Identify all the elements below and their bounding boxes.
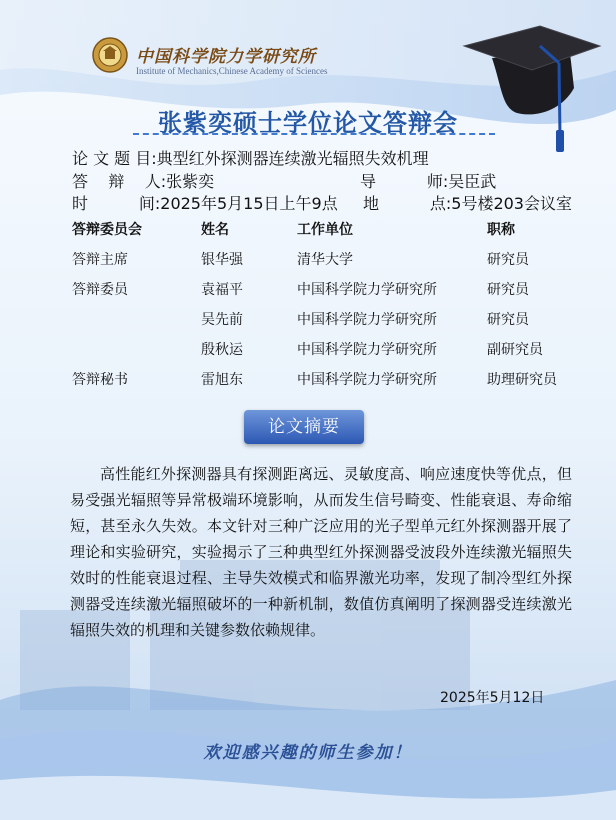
info-advisor [360,169,496,192]
info-place [363,191,572,214]
row-title: 研究员 [487,312,529,328]
row-name: 吴先前 [201,312,243,328]
info-time [72,191,338,214]
header-name: 姓名 [201,222,229,238]
topic-label: 论 文 题 目: [72,149,157,168]
row-affiliation: 中国科学院力学研究所 [297,372,437,388]
advisor-label: 导 师: [360,172,449,191]
row-title: 研究员 [487,282,529,298]
institute-name-en: Institute of Mechanics,Chinese Academy of Sciences [136,66,328,76]
row-affiliation: 中国科学院力学研究所 [297,312,437,328]
row-name: 雷旭东 [201,372,243,388]
abstract-heading-badge: 论文摘要 [244,410,364,444]
defender-label: 答 辩 人: [72,172,167,191]
row-title: 研究员 [487,252,529,268]
row-role: 答辩主席 [72,252,128,268]
institute-name-cn: 中国科学院力学研究所 [136,47,316,67]
place-value: 5号楼203会议室 [451,194,572,213]
row-title: 助理研究员 [487,372,557,388]
header-title: 职称 [487,222,515,238]
time-label: 时 间: [72,194,161,213]
defender-value: 张紫奕 [166,172,215,191]
place-label: 地 点: [363,194,452,213]
time-value: 2025年5月15日上午9点 [160,194,338,213]
row-title: 副研究员 [487,342,543,358]
abstract-text: 高性能红外探测器具有探测距离远、灵敏度高、响应速度快等优点，但易受强光辐照等异常极端环境影响，从而发生信号畸变、性能衰退、寿命缩短，甚至永久失效。本文针对三种广泛应用的光子型单元红外探测器开展了理论和实验研究，实验揭示了三种典型红外探测器受波段外连续激光辐照失效时的性能衰退过程、主导失效模式和临界激光功率，发现了制冷型红外探测器受连续激光辐照破坏的一种新机制，数值仿真阐明了探测器受连续激光辐照失效的机理和关键参数依赖规律。 [70,465,572,639]
row-affiliation: 中国科学院力学研究所 [297,282,437,298]
title-divider [133,133,495,135]
row-name: 袁福平 [201,282,243,298]
row-role: 答辩委员 [72,282,128,298]
header-committee: 答辩委员会 [72,222,142,238]
row-affiliation: 中国科学院力学研究所 [297,342,437,358]
advisor-value: 吴臣武 [448,172,497,191]
page-title: 张紫奕硕士学位论文答辩会 [158,109,458,137]
header-affiliation: 工作单位 [297,222,353,238]
welcome-text: 欢迎感兴趣的师生参加！ [203,743,413,763]
topic-value: 典型红外探测器连续激光辐照失效机理 [156,149,429,168]
row-affiliation: 清华大学 [297,252,353,268]
cas-seal-icon [92,37,128,73]
row-name: 殷秋运 [201,342,243,358]
notice-date: 2025年5月12日 [440,690,545,706]
row-name: 银华强 [201,252,243,268]
info-defender [72,169,214,192]
row-role: 答辩秘书 [72,372,128,388]
info-topic [72,146,429,169]
